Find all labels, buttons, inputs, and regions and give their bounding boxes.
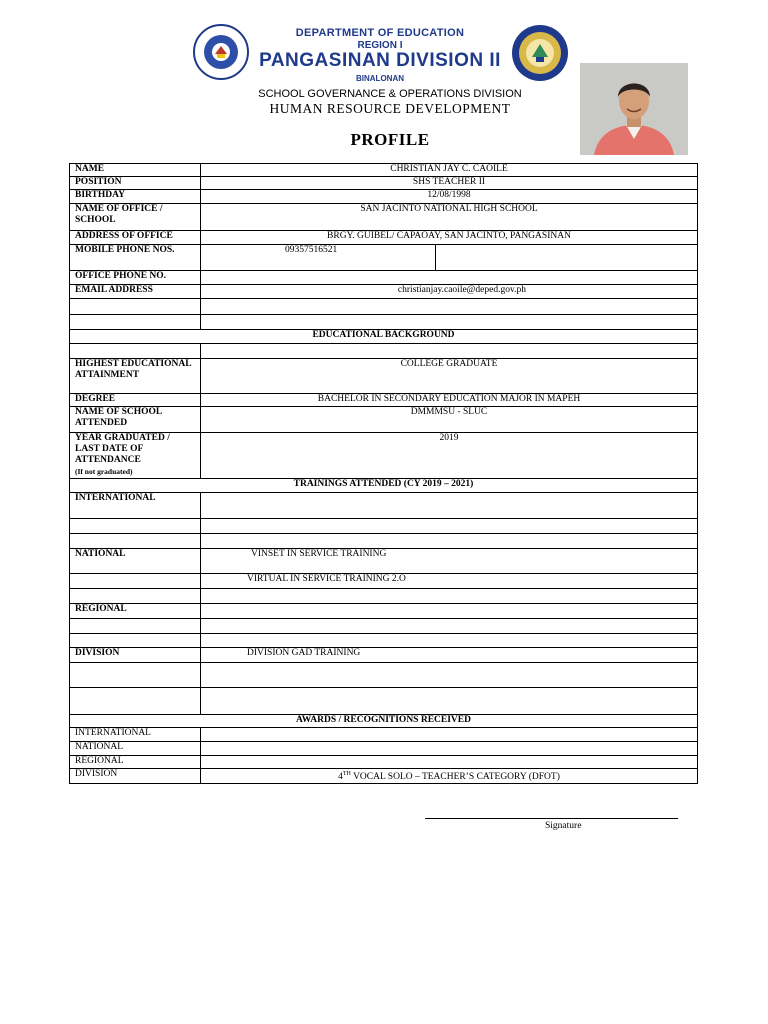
hrd-heading: HUMAN RESOURCE DEVELOPMENT xyxy=(269,101,511,116)
position-label: POSITION xyxy=(70,177,201,190)
row-training-national xyxy=(70,549,698,574)
row-degree xyxy=(70,394,698,407)
name-value: CHRISTIAN JAY C. CAOILE xyxy=(201,164,698,177)
row-school-attended xyxy=(70,407,698,433)
position-value: SHS TEACHER II xyxy=(201,177,698,190)
training-international-label: INTERNATIONAL xyxy=(70,493,201,519)
award-division-ordinal: 4 xyxy=(338,772,343,783)
trainings-section-heading: TRAININGS ATTENDED (CY 2019 – 2021) xyxy=(70,479,698,493)
award-regional-value xyxy=(201,756,698,769)
row-training-national-2 xyxy=(70,574,698,589)
birthday-label: BIRTHDAY xyxy=(70,190,201,204)
degree-value: BACHELOR IN SECONDARY EDUCATION MAJOR IN MAPEH xyxy=(201,394,698,407)
blank-row xyxy=(70,299,698,315)
mobile-label: MOBILE PHONE NOS. xyxy=(70,245,201,271)
blank-row xyxy=(70,344,698,359)
award-division-text: VOCAL SOLO – TEACHER’S CATEGORY (DFOT) xyxy=(350,772,560,783)
address-label: ADDRESS OF OFFICE xyxy=(70,231,201,245)
award-national-label: NATIONAL xyxy=(70,742,201,756)
mobile-value: 09357516521 xyxy=(201,245,436,271)
profile-photo xyxy=(580,63,688,155)
office-phone-value xyxy=(201,271,698,285)
blank-row xyxy=(70,534,698,549)
row-address xyxy=(70,231,698,245)
blank-row xyxy=(70,519,698,534)
row-award-international xyxy=(70,728,698,742)
training-national-value-1: VINSET IN SERVICE TRAINING xyxy=(201,549,698,574)
blank-row xyxy=(70,688,698,715)
year-graduated-note: (If not graduated) xyxy=(75,467,133,476)
award-division-label: DIVISION xyxy=(70,769,201,784)
row-training-international xyxy=(70,493,698,519)
row-awards-section xyxy=(70,715,698,728)
row-award-regional xyxy=(70,756,698,769)
year-graduated-label: YEAR GRADUATED / LAST DATE OF ATTENDANCE xyxy=(75,433,170,465)
signature-label: Signature xyxy=(545,821,582,831)
sgod-heading: SCHOOL GOVERNANCE & OPERATIONS DIVISION xyxy=(258,88,522,100)
year-graduated-cell xyxy=(70,433,201,479)
birthday-value: 12/08/1998 xyxy=(201,190,698,204)
row-mobile xyxy=(70,245,698,271)
page-title: PROFILE xyxy=(350,130,430,149)
training-international-value xyxy=(201,493,698,519)
mobile-extra xyxy=(436,245,698,271)
division-name: PANGASINAN DIVISION II xyxy=(259,50,501,71)
row-email xyxy=(70,285,698,299)
blank-row xyxy=(70,663,698,688)
town-name: BINALONAN xyxy=(356,74,404,83)
year-graduated-value: 2019 xyxy=(201,433,698,479)
signature-line xyxy=(425,818,678,819)
blank-row xyxy=(70,634,698,648)
row-award-national xyxy=(70,742,698,756)
row-office-phone xyxy=(70,271,698,285)
blank-row xyxy=(70,619,698,634)
blank-row xyxy=(70,315,698,330)
award-regional-label: REGIONAL xyxy=(70,756,201,769)
email-value: christianjay.caoile@deped.gov.ph xyxy=(201,285,698,299)
row-trainings-section xyxy=(70,479,698,493)
region-name: REGION I xyxy=(357,40,403,51)
department-name: DEPARTMENT OF EDUCATION xyxy=(295,27,465,39)
row-position xyxy=(70,177,698,190)
row-highest-education xyxy=(70,359,698,394)
degree-label: DEGREE xyxy=(70,394,201,407)
award-international-label: INTERNATIONAL xyxy=(70,728,201,742)
office-value: SAN JACINTO NATIONAL HIGH SCHOOL xyxy=(201,204,698,231)
training-regional-value xyxy=(201,604,698,619)
row-training-regional xyxy=(70,604,698,619)
row-year-graduated xyxy=(70,433,698,479)
award-national-value xyxy=(201,742,698,756)
letterhead xyxy=(0,0,768,160)
school-attended-value: DMMMSU - SLUC xyxy=(201,407,698,433)
highest-education-value: COLLEGE GRADUATE xyxy=(201,359,698,394)
training-national-label: NATIONAL xyxy=(70,549,201,574)
award-division-value xyxy=(201,769,698,784)
name-label: NAME xyxy=(70,164,201,177)
row-award-division xyxy=(70,769,698,784)
address-value: BRGY. GUIBEL/ CAPAOAY, SAN JACINTO, PANGASINAN xyxy=(201,231,698,245)
office-label: NAME OF OFFICE / SCHOOL xyxy=(70,204,201,231)
education-section-heading: EDUCATIONAL BACKGROUND xyxy=(70,330,698,344)
row-education-section xyxy=(70,330,698,344)
training-division-value-1: DIVISION GAD TRAINING xyxy=(201,648,698,663)
training-national-value-2: VIRTUAL IN SERVICE TRAINING 2.O xyxy=(201,574,698,589)
training-division-label: DIVISION xyxy=(70,648,201,663)
blank-row xyxy=(70,589,698,604)
training-regional-label: REGIONAL xyxy=(70,604,201,619)
row-birthday xyxy=(70,190,698,204)
row-office xyxy=(70,204,698,231)
award-international-value xyxy=(201,728,698,742)
award-division-ordinal-suffix: TH xyxy=(342,771,351,777)
awards-section-heading: AWARDS / RECOGNITIONS RECEIVED xyxy=(70,715,698,728)
email-label: EMAIL ADDRESS xyxy=(70,285,201,299)
profile-table xyxy=(69,163,698,784)
school-attended-label: NAME OF SCHOOL ATTENDED xyxy=(70,407,201,433)
office-phone-label: OFFICE PHONE NO. xyxy=(70,271,201,285)
row-training-division xyxy=(70,648,698,663)
highest-education-label: HIGHEST EDUCATIONAL ATTAINMENT xyxy=(70,359,201,394)
row-name xyxy=(70,164,698,177)
